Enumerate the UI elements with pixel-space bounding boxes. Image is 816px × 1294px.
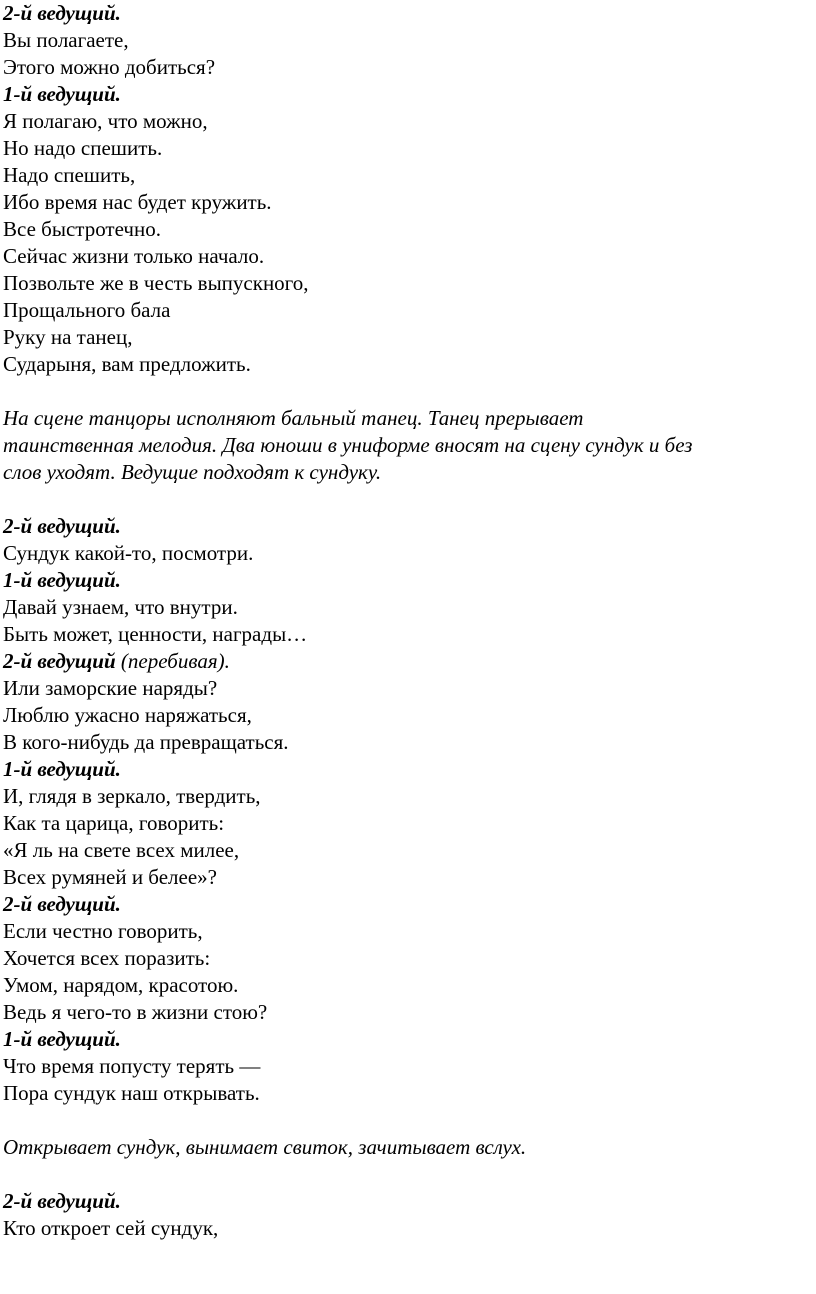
verse-line: Сейчас жизни только начало.: [3, 244, 265, 268]
verse-line: Или заморские наряды?: [3, 676, 218, 700]
paragraph-spacer: [3, 1161, 803, 1188]
speaker-label: 2-й ведущий.: [3, 892, 121, 916]
verse-line: Давай узнаем, что внутри.: [3, 595, 238, 619]
verse-line: Этого можно добиться?: [3, 55, 216, 79]
verse-line: И, глядя в зеркало, твердить,: [3, 784, 261, 808]
verse-line: Но надо спешить.: [3, 136, 163, 160]
verse-line: Как та царица, говорить:: [3, 811, 225, 835]
verse-line: Умом, нарядом, красотою.: [3, 973, 239, 997]
paragraph-spacer: [3, 486, 803, 513]
verse-line: Пора сундук наш открывать.: [3, 1081, 260, 1105]
verse-line: Сударыня, вам предложить.: [3, 352, 251, 376]
speaker-label: 2-й ведущий.: [3, 514, 121, 538]
verse-line: Вы полагаете,: [3, 28, 129, 52]
verse-line: Позвольте же в честь выпускного,: [3, 271, 309, 295]
speaker-label: 2-й ведущий.: [3, 1189, 121, 1213]
speaker-line-with-note: [3, 648, 803, 675]
verse-line: Хочется всех поразить:: [3, 946, 211, 970]
verse-line: Ведь я чего-то в жизни стою?: [3, 1000, 268, 1024]
verse-line: В кого-нибудь да превращаться.: [3, 730, 289, 754]
verse-line: Прощального бала: [3, 298, 171, 322]
stage-direction-line: таинственная мелодия. Два юноши в униформе вносят на сцену сундук и без: [3, 433, 693, 457]
speaker-label: 1-й ведущий.: [3, 1027, 121, 1051]
paragraph-spacer: [3, 378, 803, 405]
verse-line: Люблю ужасно наряжаться,: [3, 703, 252, 727]
verse-line: «Я ль на свете всех милее,: [3, 838, 240, 862]
verse-line: Кто откроет сей сундук,: [3, 1216, 219, 1240]
verse-line: Быть может, ценности, награды…: [3, 622, 308, 646]
verse-line: Если честно говорить,: [3, 919, 203, 943]
speaker-note-period: .: [224, 649, 230, 673]
verse-line: Что время попусту терять —: [3, 1054, 261, 1078]
speaker-note: (перебивая): [120, 649, 225, 673]
document-page: [3, 0, 803, 1242]
verse-line: Сундук какой-то, посмотри.: [3, 541, 254, 565]
speaker-label: 1-й ведущий.: [3, 82, 121, 106]
verse-line: Всех румяней и белее»?: [3, 865, 217, 889]
speaker-label: 1-й ведущий.: [3, 757, 121, 781]
verse-line: Руку на танец,: [3, 325, 133, 349]
speaker-label: 2-й ведущий.: [3, 1, 121, 25]
speaker-label: 1-й ведущий.: [3, 568, 121, 592]
stage-direction-line: слов уходят. Ведущие подходят к сундуку.: [3, 460, 382, 484]
paragraph-spacer: [3, 1107, 803, 1134]
stage-direction-line: Открывает сундук, вынимает свиток, зачитывает вслух.: [3, 1135, 527, 1159]
verse-line: Все быстротечно.: [3, 217, 161, 241]
verse-line: Надо спешить,: [3, 163, 136, 187]
verse-line: Ибо время нас будет кружить.: [3, 190, 272, 214]
stage-direction-line: На сцене танцоры исполняют бальный танец. Танец прерывает: [3, 406, 584, 430]
speaker-label: 2-й ведущий: [3, 649, 116, 673]
verse-line: Я полагаю, что можно,: [3, 109, 208, 133]
